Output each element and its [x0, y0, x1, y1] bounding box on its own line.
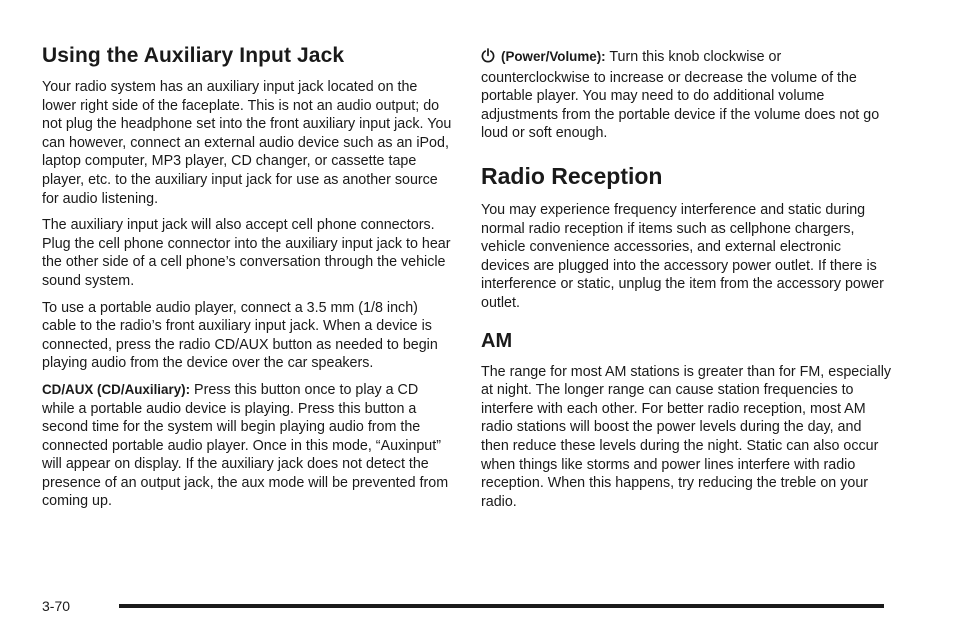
aux-input-heading: Using the Auxiliary Input Jack [42, 44, 345, 67]
radio-reception-heading: Radio Reception [481, 162, 663, 189]
page-number: 3-70 [42, 598, 71, 614]
aux-intro-paragraph: Your radio system has an auxiliary input jack located on the lower right side of the faceplate. This is not an audio output; do not plug the headphone set into the front auxiliary input jack. You can however, connect an external audio device such as an iPod, laptop computer, MP3 player, CD changer, or cassette tape player, etc. to the auxiliary input jack for use as another source for audio listening. [42, 79, 452, 207]
cd-aux-label: CD/AUX (CD/Auxiliary): [42, 381, 191, 397]
power-volume-text: Turn this knob clockwise or counterclockwise to increase or decrease the volume of the portable player. You may need to do additional volume adjustments from the portable device if the volume does not go loud or soft enough. [481, 49, 880, 142]
cd-aux-paragraph [42, 381, 452, 511]
left-column [42, 44, 452, 519]
am-heading: AM [481, 329, 513, 352]
cd-aux-text: Press this button once to play a CD while a portable audio device is playing. Press this button a second time for the system will begin playing audio from the connected portable audio player. Once in this mode, “Auxinput” will appear on display. If the auxiliary jack does not detect the presence of an output jack, the aux mode will be prevented from coming up. [42, 381, 449, 510]
cell-phone-paragraph: The auxiliary input jack will also accept cell phone connectors. Plug the cell phone connector into the auxiliary input jack to hear the other side of a cell phone’s conversation through the vehicle sound system. [42, 217, 451, 289]
am-paragraph: The range for most AM stations is greater than for FM, especially at night. The longer range can cause station frequencies to interfere with each other. For better radio reception, most AM radio stations will boost the power levels during the day, and then reduce these levels during the night. Static can also occur when things like storms and power lines interfere with radio reception. When this happens, try reducing the treble on your radio. [481, 363, 892, 510]
footer-rule [119, 604, 884, 608]
power-volume-paragraph [481, 48, 893, 143]
portable-player-paragraph: To use a portable audio player, connect a 3.5 mm (1/8 inch) cable to the radio’s front auxiliary input jack. When a device is connected, press the radio CD/AUX button as needed to begin playing audio from the device over the car speakers. [42, 299, 438, 372]
power-volume-label: (Power/Volume): [500, 49, 606, 64]
power-icon [481, 48, 495, 69]
right-column [481, 48, 893, 519]
reception-paragraph: You may experience frequency interference and static during normal radio reception if items such as cellphone chargers, vehicle convenience accessories, and external electronic devices are plugged into the accessory power outlet. If there is interference or static, unplug the item from the accessory power outlet. [481, 201, 884, 311]
